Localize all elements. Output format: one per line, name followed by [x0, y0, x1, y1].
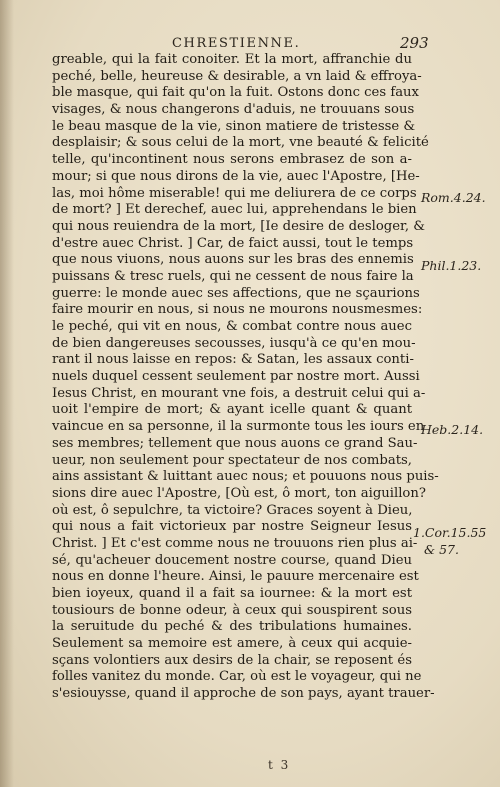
text-line: faire mourir en nous, si nous ne mourons nousmesmes:	[52, 302, 423, 318]
text-line: où est, ô sepulchre, ta victoire? Graces soyent à Dieu,	[52, 502, 413, 518]
text-line: que nous viuons, nous auons sur les bras des ennemis	[52, 252, 414, 268]
margin-note-philippians: Phil.1.23.	[421, 258, 482, 273]
text-line: Seulement sa memoire est amere, à ceux qui acquie-	[52, 636, 412, 652]
text-line: de bien dangereuses secousses, iusqu'à ce qu'en mou-	[52, 335, 416, 351]
text-line: puissans & tresc ruels, qui ne cessent de nous faire la	[52, 268, 414, 284]
text-line: vaincue en sa personne, il la surmonte tous les iours en	[52, 419, 425, 435]
text-line: ueur, non seulement pour spectateur de nos combats,	[52, 452, 412, 468]
text-line: le peché, qui vit en nous, & combat contre nous auec	[52, 319, 412, 334]
text-line: le beau masque de la vie, sinon matiere de tristesse &	[52, 118, 416, 134]
text-line: folles vanitez du monde. Car, où est le voyageur, qui ne	[52, 669, 422, 685]
text-line: ble masque, qui fait qu'on la fuit. Ostons donc ces faux	[52, 85, 419, 101]
text-line: ses membres; tellement que nous auons ce grand Sau-	[52, 435, 418, 451]
text-line: guerre: le monde auec ses affections, que ne sçaurions	[52, 285, 420, 301]
binding-shadow	[0, 0, 14, 787]
text-line: sé, qu'acheuer doucement nostre course, quand Dieu	[52, 552, 412, 568]
text-line: sçans volontiers aux desirs de la chair, se reposent és	[52, 652, 412, 668]
text-line: la seruitude du peché & des tribulations humaines.	[52, 619, 412, 635]
text-line: visages, & nous changerons d'aduis, ne trouuans sous	[52, 102, 415, 118]
text-line: Christ. ] Et c'est comme nous ne trouuons rien plus ai-	[52, 535, 418, 551]
text-line: peché, belle, heureuse & desirable, a vn laid & effroya-	[52, 68, 422, 84]
text-line: d'estre auec Christ. ] Car, de faict aussi, tout le temps	[52, 235, 414, 251]
page-number: 293	[400, 34, 429, 52]
text-line: qui nous a fait victorieux par nostre Seigneur Iesus	[52, 519, 412, 535]
text-line: rant il nous laisse en repos: & Satan, les assaux conti-	[52, 352, 414, 368]
text-line: desplaisir; & sous celui de la mort, vne beauté & felicité	[52, 135, 429, 151]
margin-note-hebrews: Heb.2.14.	[421, 422, 484, 437]
text-line: s'esiouysse, quand il approche de son pays, ayant trauer-	[52, 686, 435, 702]
text-line: sions dire auec l'Apostre, [Où est, ô mort, ton aiguillon?	[52, 485, 426, 501]
text-line: qui nous reuiendra de la mort, [Ie desire de desloger, &	[52, 218, 426, 234]
margin-note-corinthians: 1.Cor.15.55	[413, 525, 487, 540]
text-line: de mort? ] Et derechef, auec lui, apprehendans le bien	[52, 202, 417, 218]
text-line: mour; si que nous dirons de la vie, auec l'Apostre, [He-	[52, 168, 420, 184]
text-line: greable, qui la fait conoiter. Et la mort, affranchie du	[52, 52, 412, 67]
signature-mark: t 3	[268, 758, 291, 772]
margin-note-corinthians-verse: & 57.	[424, 542, 459, 557]
text-line: telle, qu'incontinent nous serons embrasez de son a-	[52, 152, 412, 168]
text-line: bien ioyeux, quand il a fait sa iournee: & la mort est	[52, 586, 412, 601]
text-line: nous en donne l'heure. Ainsi, le pauure mercenaire est	[52, 569, 419, 585]
margin-note-romans: Rom.4.24.	[421, 190, 486, 205]
body-text	[52, 52, 439, 703]
text-line: nuels duquel cessent seulement par nostre mort. Aussi	[52, 369, 420, 385]
text-line: ains assistant & luittant auec nous; et pouuons nous puis-	[52, 469, 439, 485]
text-line: las, moi hôme miserable! qui me deliurera de ce corps	[52, 185, 417, 201]
text-line: Iesus Christ, en mourant vne fois, a destruit celui qui a-	[52, 385, 426, 401]
text-line: tousiours de bonne odeur, à ceux qui souspirent sous	[52, 602, 412, 618]
running-title: CHRESTIENNE.	[172, 36, 301, 51]
text-line: uoit l'empire de mort; & ayant icelle quant & quant	[52, 402, 412, 418]
